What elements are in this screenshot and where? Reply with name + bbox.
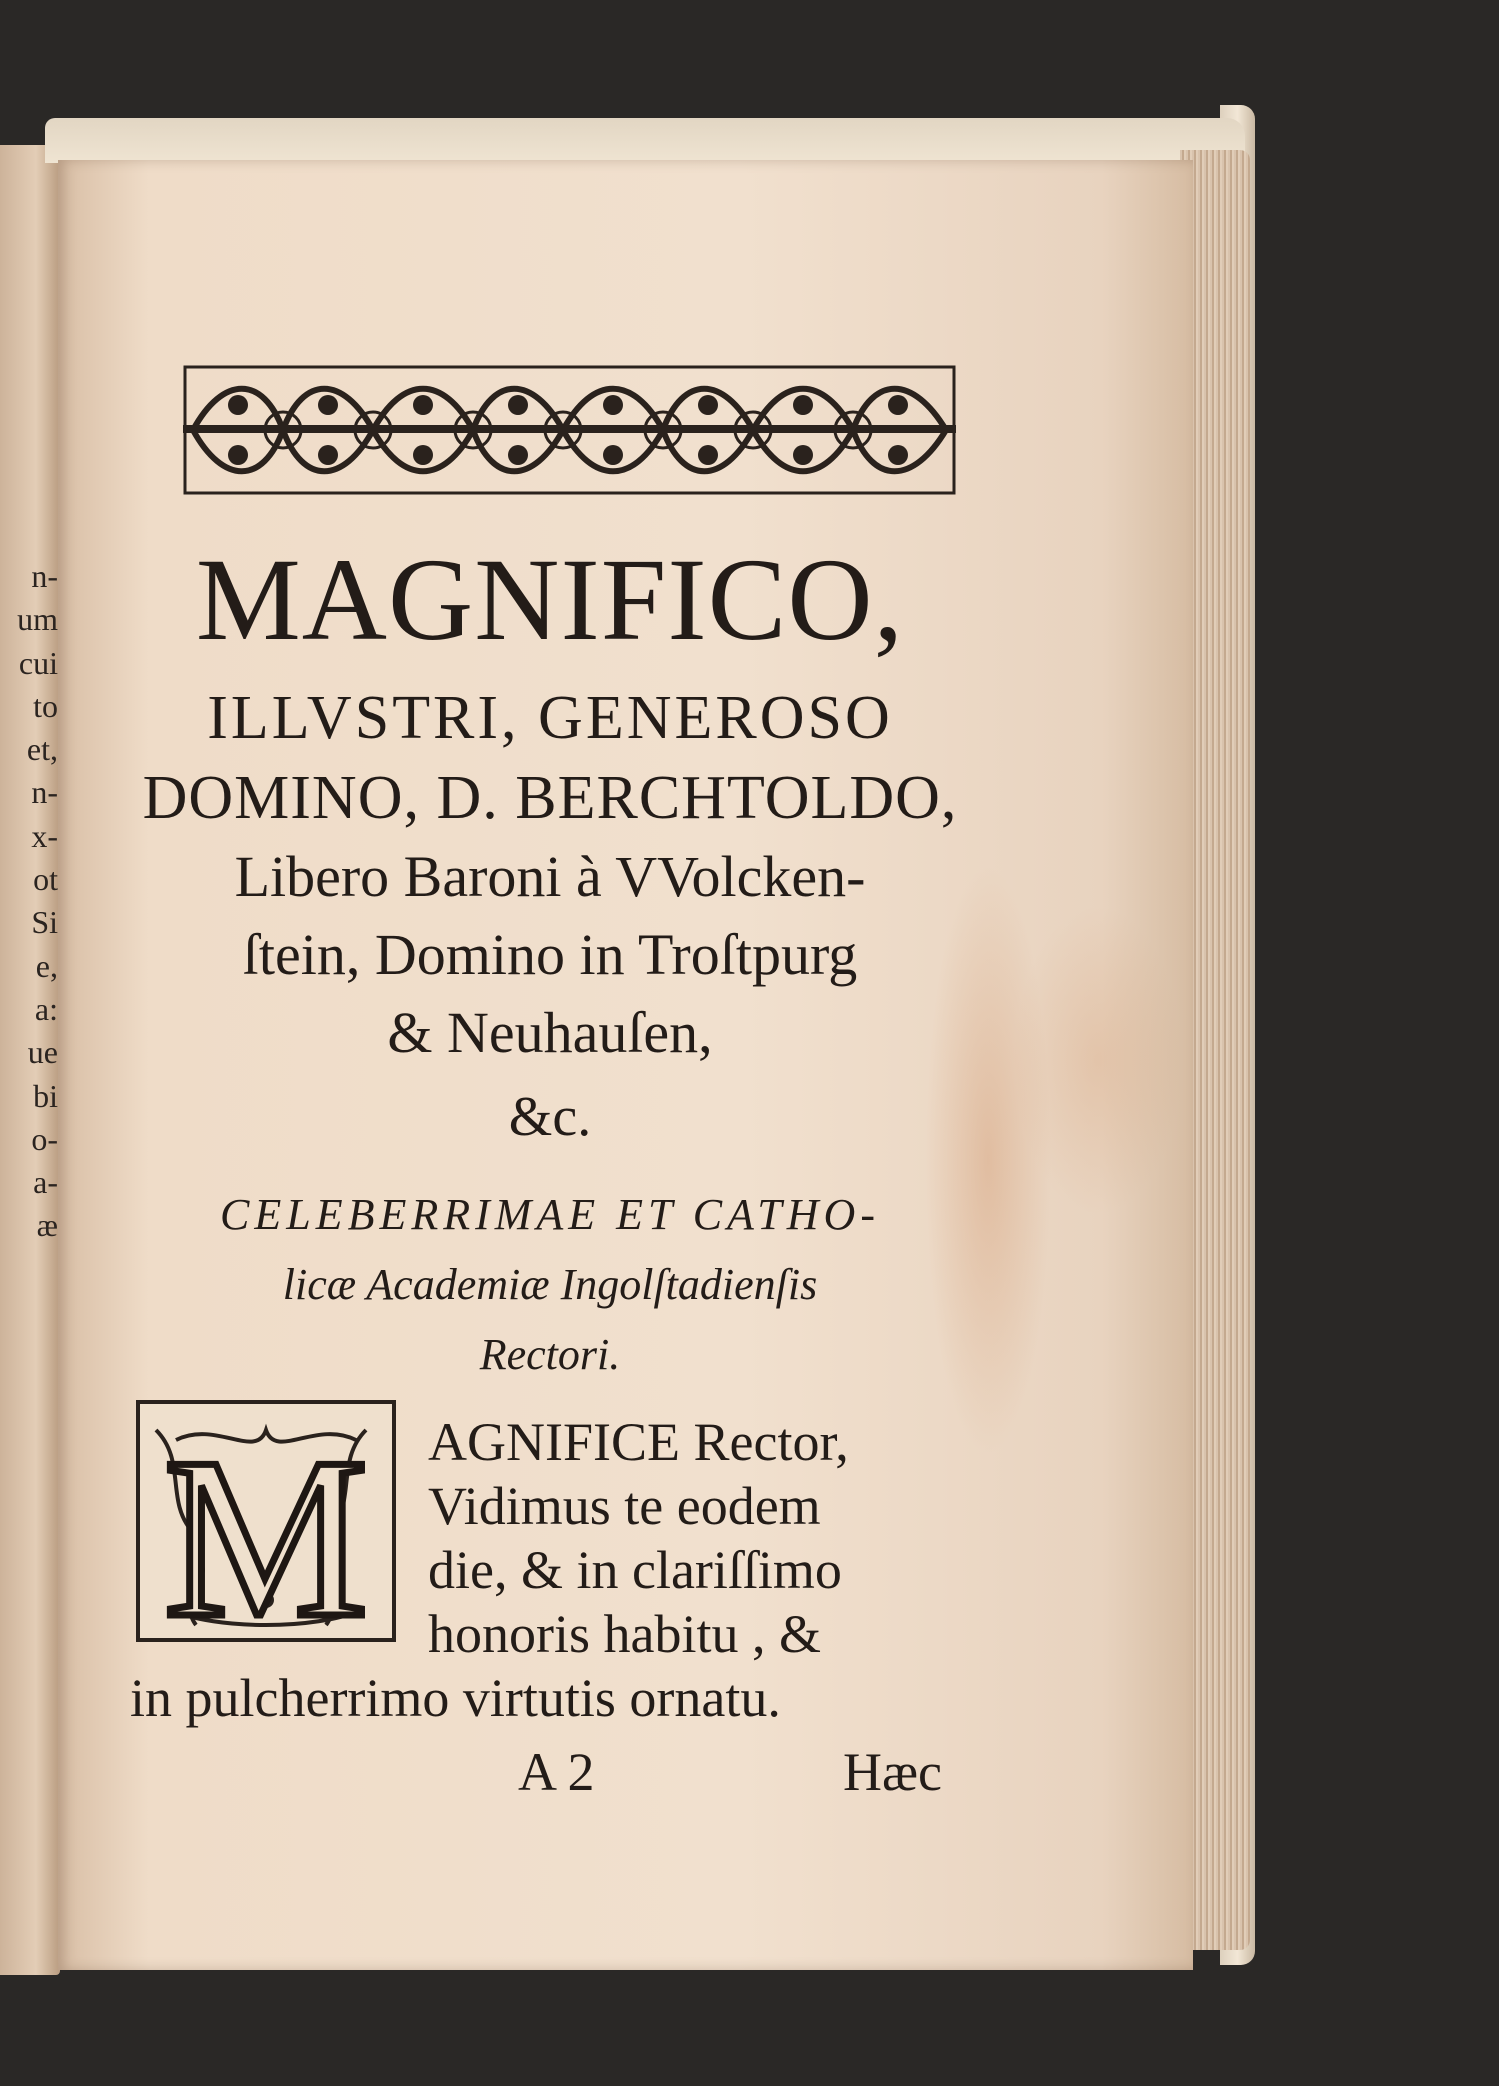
facing-line: ot bbox=[33, 861, 58, 898]
page-title: MAGNIFICO, bbox=[195, 534, 905, 665]
facing-line: n- bbox=[31, 774, 58, 811]
facing-line: a- bbox=[33, 1164, 58, 1201]
title-line-3: DOMINO, D. BERCHTOLDO, bbox=[142, 764, 958, 832]
facing-line: et, bbox=[26, 731, 58, 768]
facing-line: a: bbox=[34, 990, 58, 1027]
dedication-line-2: licæ Academiæ Ingolſtadienſis bbox=[282, 1260, 818, 1309]
dedication-line-3: Rectori. bbox=[479, 1330, 621, 1379]
book-top-edge bbox=[45, 118, 1245, 163]
signature-mark: A 2 bbox=[518, 1742, 595, 1802]
facing-line: x- bbox=[31, 817, 58, 854]
title-line-6: & Neuhauſen, bbox=[387, 1000, 713, 1065]
facing-line: bi bbox=[33, 1077, 58, 1114]
facing-line: cui bbox=[18, 644, 58, 681]
title-line-2: ILLVSTRI, GENEROSO bbox=[207, 684, 893, 752]
facing-line: to bbox=[33, 687, 58, 724]
title-line-5: ſtein, Domino in Troſtpurg bbox=[242, 922, 858, 987]
facing-line: ue bbox=[27, 1034, 58, 1071]
catchword: Hæc bbox=[843, 1742, 942, 1802]
facing-page-text bbox=[0, 555, 58, 1248]
page-content bbox=[58, 160, 1193, 1970]
decorated-initial-icon bbox=[136, 1400, 396, 1642]
facing-line: n- bbox=[31, 558, 58, 594]
body-line-4: honoris habitu , & bbox=[428, 1604, 821, 1664]
facing-line: Si bbox=[31, 904, 58, 941]
body-line-1: AGNIFICE Rector, bbox=[428, 1412, 849, 1472]
dedication-line-1: CELEBERRIMAE ET CATHO- bbox=[220, 1190, 880, 1239]
svg-text:M: M bbox=[163, 1410, 369, 1642]
facing-line: æ bbox=[36, 1207, 58, 1244]
facing-line: o- bbox=[31, 1120, 58, 1157]
body-line-2: Vidimus te eodem bbox=[428, 1476, 821, 1536]
title-line-7: &c. bbox=[508, 1086, 592, 1148]
body-line-3: die, & in clariſſimo bbox=[428, 1540, 842, 1600]
facing-line: um bbox=[17, 601, 58, 638]
title-line-4: Libero Baroni à VVolcken- bbox=[234, 844, 866, 909]
title-page bbox=[58, 160, 1193, 1970]
ornament-band-icon bbox=[183, 365, 956, 495]
facing-line: e, bbox=[35, 947, 58, 984]
body-line-5: in pulcherrimo virtutis ornatu. bbox=[130, 1668, 781, 1728]
